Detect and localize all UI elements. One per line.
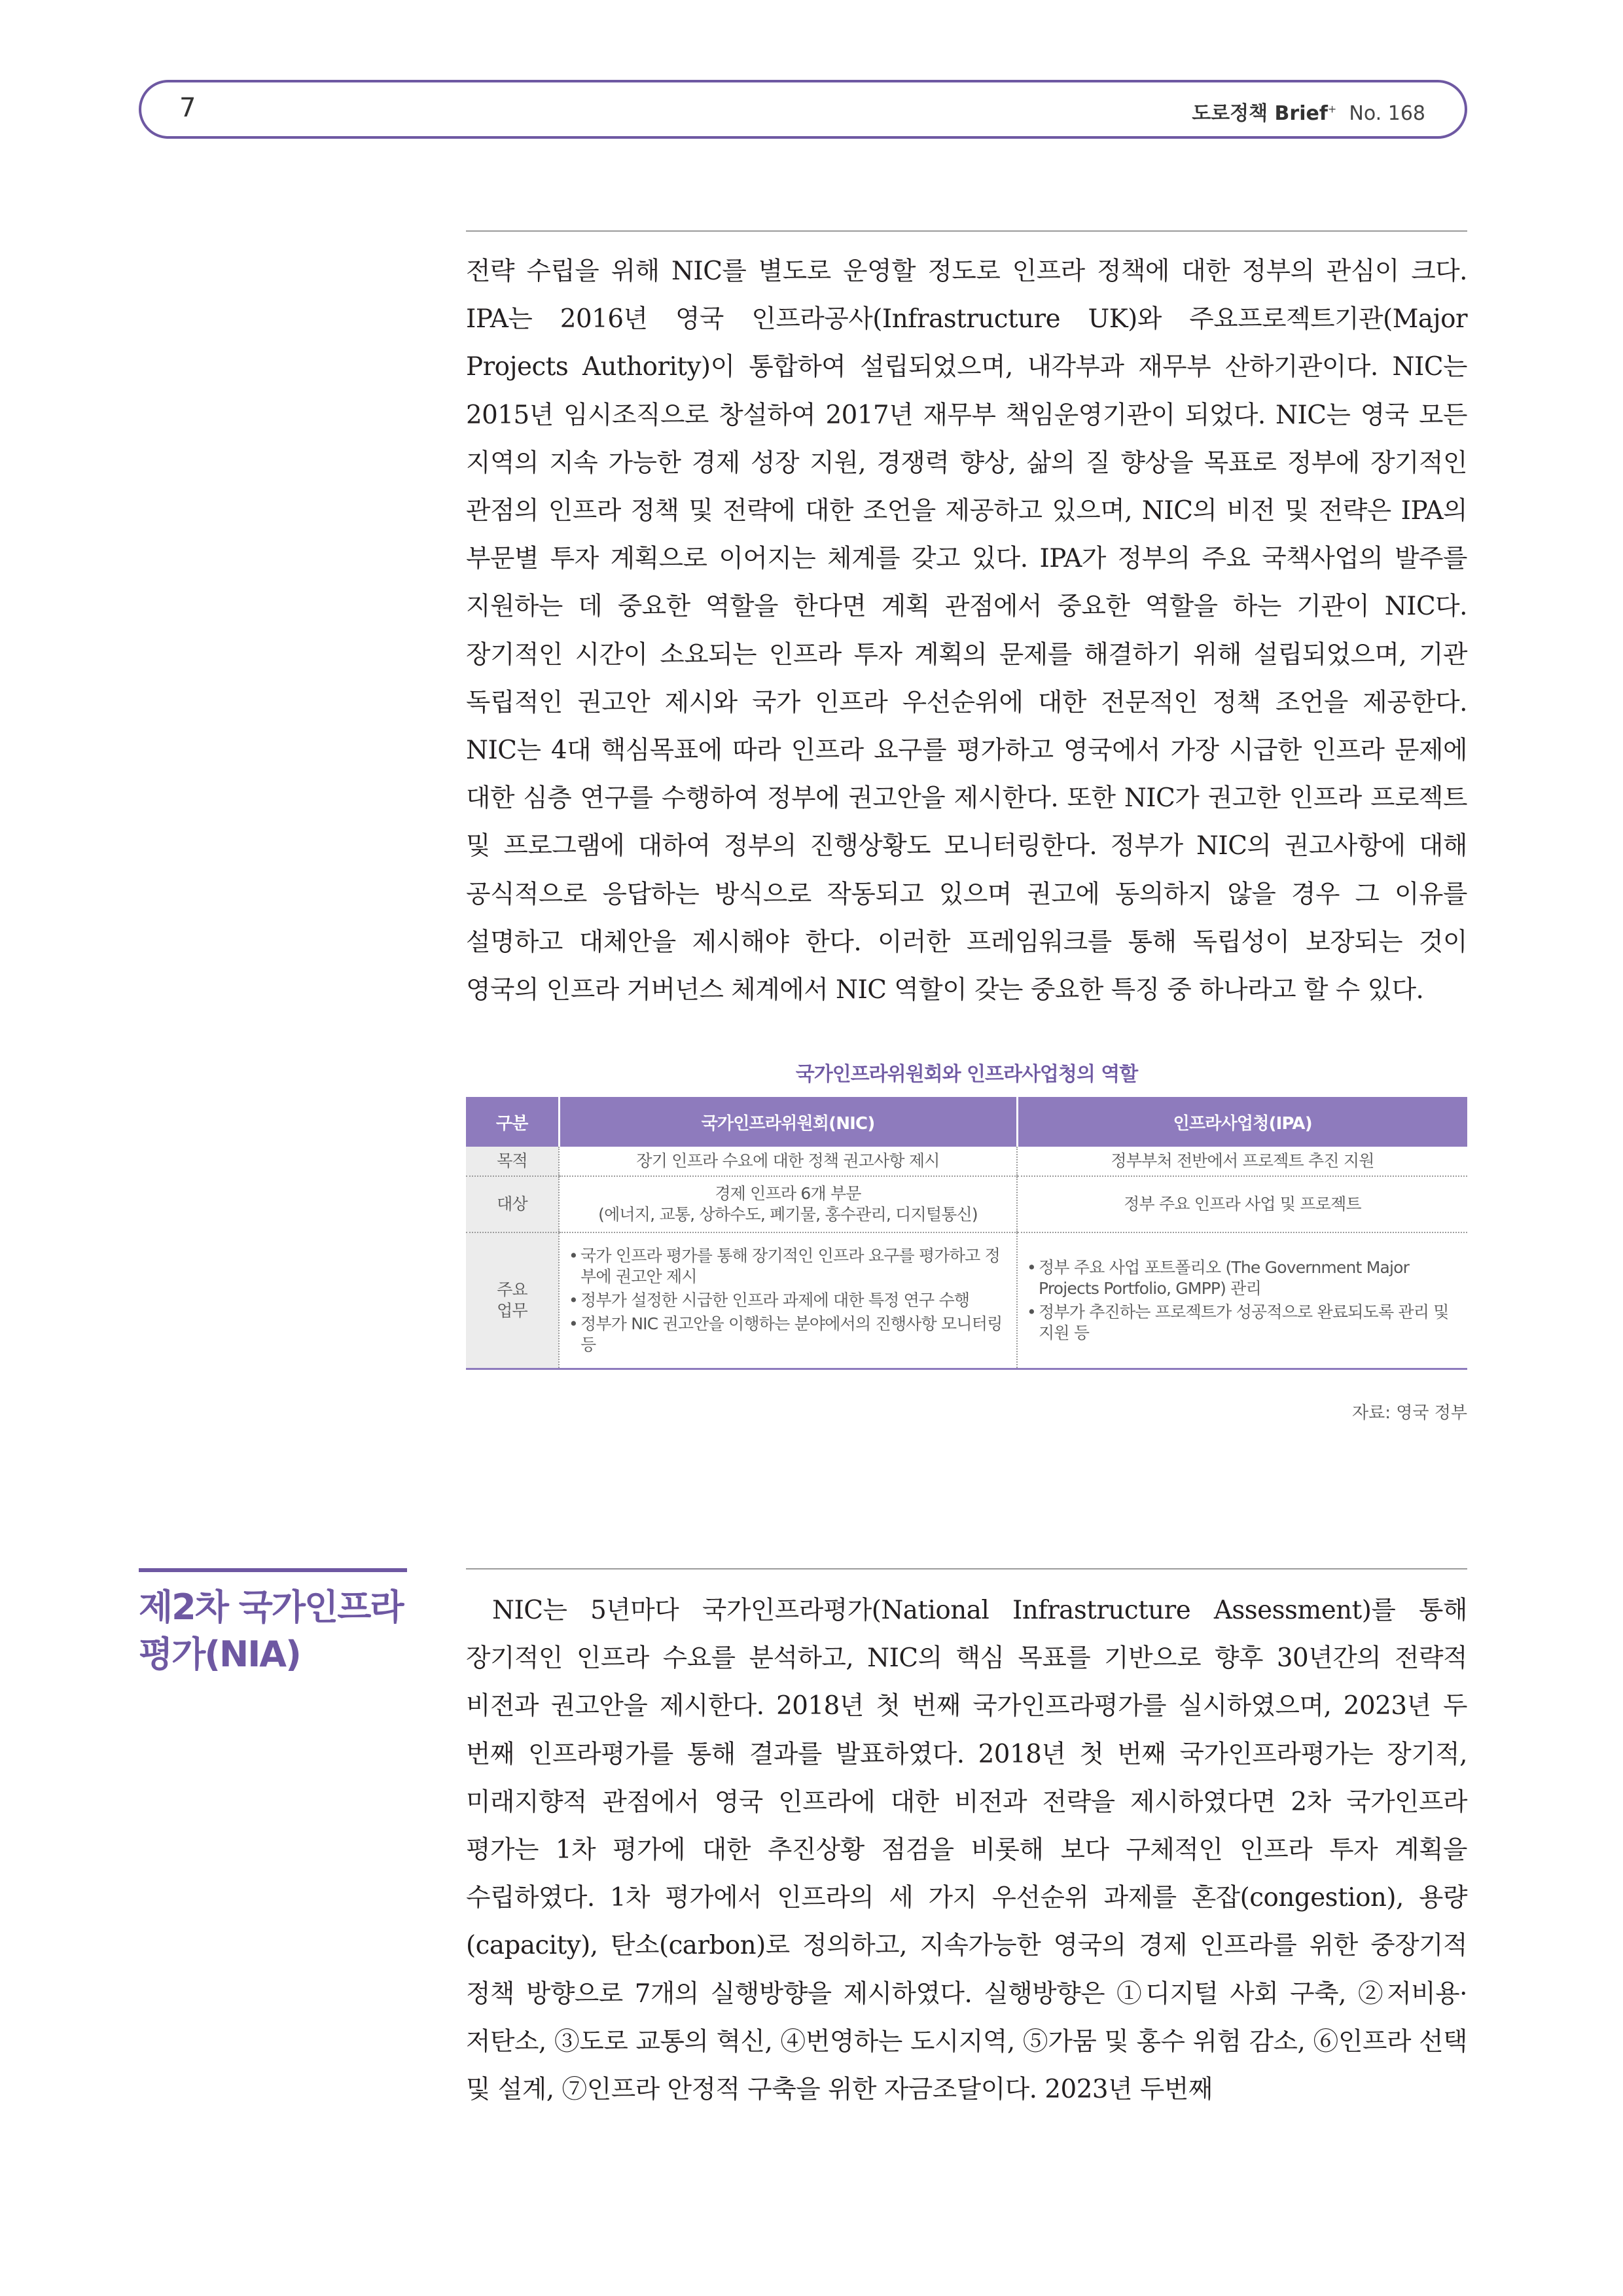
roles-table — [466, 1097, 1467, 1370]
table-header-row — [466, 1097, 1467, 1147]
issue-number: No. 168 — [1349, 102, 1425, 125]
cell-nic-target — [559, 1176, 1017, 1232]
list-item: • 정부가 추진하는 프로젝트가 성공적으로 완료되도록 관리 및 지원 등 — [1024, 1302, 1461, 1344]
row-label-tasks-line1: 주요 — [497, 1280, 527, 1299]
publication-name — [1192, 97, 1425, 126]
row-label-purpose: 목적 — [466, 1147, 559, 1176]
header-category: 구분 — [466, 1097, 559, 1147]
list-item: • 정부가 NIC 권고안을 이행하는 분야에서의 진행사항 모니터링 등 — [566, 1314, 1010, 1355]
section-title-line2: 평가(NIA) — [139, 1634, 300, 1675]
cell-nic-tasks — [559, 1232, 1017, 1369]
list-item: • 국가 인프라 평가를 통해 장기적인 인프라 요구를 평가하고 정부에 권고안 제시 — [566, 1246, 1010, 1287]
row-label-tasks — [466, 1232, 559, 1369]
cell-ipa-target: 정부 주요 인프라 사업 및 프로젝트 — [1017, 1176, 1467, 1232]
cell-ipa-purpose: 정부부처 전반에서 프로젝트 추진 지원 — [1017, 1147, 1467, 1176]
table-title: 국가인프라위원회와 인프라사업청의 역할 — [795, 1063, 1138, 1086]
section-title — [139, 1584, 414, 1678]
cell-nic-purpose: 장기 인프라 수요에 대한 정책 권고사항 제시 — [559, 1147, 1017, 1176]
row-label-target: 대상 — [466, 1176, 559, 1232]
top-rule — [466, 230, 1467, 232]
brand-name: 도로정책 Brief — [1192, 102, 1328, 125]
table-row — [466, 1147, 1467, 1176]
intro-paragraph: 전략 수립을 위해 NIC를 별도로 운영할 정도로 인프라 정책에 대한 정부의 관심이 크다. IPA는 2016년 영국 인프라공사(Infrastructure UK)와 주요프로젝트기관(Major Projects Authority)이 통합하여 설립되었으며, 내각부과 재무부 산하기관이다. NIC는 2015년 임시조직으로 창설하여 2017년 재무부 책임운영기관이 되었다. NIC는 영국 모든 지역의 지속 가능한 경제 성장 지원, 경쟁력 향상, 삶의 질 향상을 목표로 정부에 장기적인 관점의 인프라 정책 및 전략에 대한 조언을 제공하고 있으며, NIC의 비전 및 전략은 IPA의 부문별 투자 계획으로 이어지는 체계를 갖고 있다. IPA가 정부의 주요 국책사업의 발주를 지원하는 데 중요한 역할을 한다면 계획 관점에서 중요한 역할을 하는 기관이 NIC다. 장기적인 시간이 소요되는 인프라 투자 계획의 문제를 해결하기 위해 설립되었으며, 기관 독립적인 권고안 제시와 국가 인프라 우선순위에 대한 전문적인 정책 조언을 제공한다. NIC는 4대 핵심목표에 따라 인프라 요구를 평가하고 영국에서 가장 시급한 인프라 문제에 대한 심층 연구를 수행하여 정부에 권고안을 제시한다. 또한 NIC가 권고한 인프라 프로젝트 및 프로그램에 대하여 정부의 진행상황도 모니터링한다. 정부가 NIC의 권고사항에 대해 공식적으로 응답하는 방식으로 작동되고 있으며 권고에 동의하지 않을 경우 그 이유를 설명하고 대체안을 제시해야 한다. 이러한 프레임워크를 통해 독립성이 보장되는 것이 영국의 인프라 거버넌스 체계에서 NIC 역할이 갖는 중요한 특징 중 하나라고 할 수 있다. — [466, 257, 1467, 1005]
cell-nic-target-line1: 경제 인프라 6개 부문 — [715, 1184, 861, 1203]
section-title-rule — [139, 1568, 407, 1572]
page-number: 7 — [179, 93, 196, 123]
cell-nic-target-line2: (에너지, 교통, 상하수도, 폐기물, 홍수관리, 디지털통신) — [598, 1205, 978, 1224]
list-item: • 정부가 설정한 시급한 인프라 과제에 대한 특정 연구 수행 — [566, 1290, 1010, 1311]
row-label-tasks-line2: 업무 — [497, 1300, 527, 1320]
header-ipa: 인프라사업청(IPA) — [1017, 1097, 1467, 1147]
section-rule — [466, 1568, 1467, 1570]
brand-mark: + — [1327, 103, 1337, 115]
table-row — [466, 1232, 1467, 1369]
table-row — [466, 1176, 1467, 1232]
section-paragraph: NIC는 5년마다 국가인프라평가(National Infrastructure Assessment)를 통해 장기적인 인프라 수요를 분석하고, NIC의 핵심 목표를 기반으로 향후 30년간의 전략적 비전과 권고안을 제시한다. 2018년 첫 번째 국가인프라평가를 실시하였으며, 2023년 두 번째 인프라평가를 통해 결과를 발표하였다. 2018년 첫 번째 국가인프라평가는 장기적, 미래지향적 관점에서 영국 인프라에 대한 비전과 전략을 제시하였다면 2차 국가인프라 평가는 1차 평가에 대한 추진상황 점검을 비롯해 보다 구체적인 인프라 투자 계획을 수립하였다. 1차 평가에서 인프라의 세 가지 우선순위 과제를 혼잡(congestion), 용량(capacity), 탄소(carbon)로 정의하고, 지속가능한 영국의 경제 인프라를 위한 중장기적 정책 방향으로 7개의 실행방향을 제시하였다. 실행방향은 ①디지털 사회 구축, ②저비용·저탄소, ③도로 교통의 혁신, ④번영하는 도시지역, ⑤가뭄 및 홍수 위험 감소, ⑥인프라 선택 및 설계, ⑦인프라 안정적 구축을 위한 자금조달이다. 2023년 두번째 — [466, 1596, 1467, 2105]
cell-ipa-tasks — [1017, 1232, 1467, 1369]
section-title-line1: 제2차 국가인프라 — [139, 1587, 403, 1628]
list-item: • 정부 주요 사업 포트폴리오 (The Government Major Projects Portfolio, GMPP) 관리 — [1024, 1257, 1461, 1299]
header-nic: 국가인프라위원회(NIC) — [559, 1097, 1017, 1147]
page-header — [139, 80, 1467, 139]
table-source: 자료: 영국 정부 — [1352, 1403, 1467, 1423]
